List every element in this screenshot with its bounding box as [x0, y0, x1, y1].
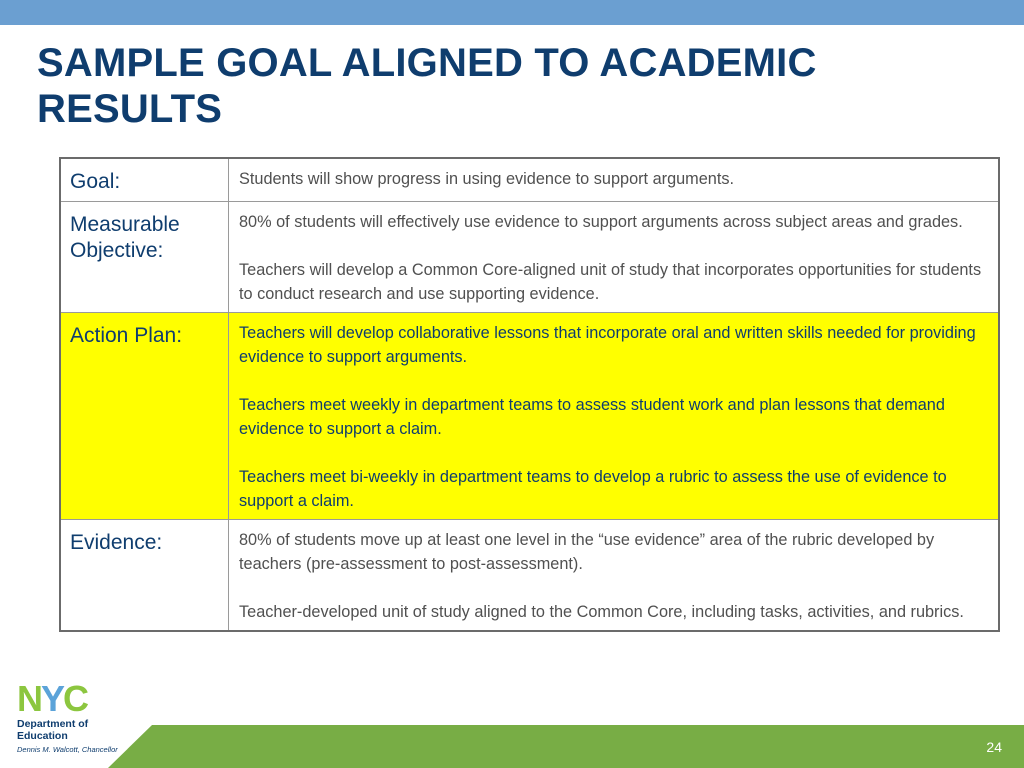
logo-chancellor: Dennis M. Walcott, Chancellor	[17, 745, 118, 754]
row-content-evidence	[229, 520, 1000, 632]
row-paragraph: Teachers meet bi-weekly in department teams to develop a rubric to assess the use of evidence to support a claim.	[239, 468, 947, 510]
row-label-text: Evidence:	[70, 531, 163, 554]
row-content-goal	[229, 158, 1000, 202]
table-row-action-plan	[60, 313, 999, 520]
row-label-text: Action Plan:	[70, 324, 183, 347]
row-label-text: Measurable Objective:	[70, 213, 180, 262]
row-paragraph: 80% of students will effectively use evidence to support arguments across subject areas and grades.	[239, 213, 963, 231]
row-content-measurable-objective	[229, 202, 1000, 313]
nyc-logo-icon	[17, 681, 117, 717]
row-paragraph: Teachers will develop a Common Core-aligned unit of study that incorporates opportunities for students to conduct research and use supporting evidence.	[239, 261, 982, 303]
logo-department-line2: Education	[17, 730, 68, 742]
slide-title: SAMPLE GOAL ALIGNED TO ACADEMIC RESULTS	[37, 41, 817, 131]
table-row-evidence	[60, 520, 999, 632]
row-paragraph: 80% of students move up at least one level in the “use evidence” area of the rubric developed by teachers (pre-assessment to post-assessment).	[239, 531, 935, 573]
logo-department-line1: Department of	[17, 718, 89, 730]
row-label-evidence	[60, 520, 229, 632]
top-accent-bar	[0, 0, 1024, 25]
logo-department	[17, 718, 117, 742]
footer-band	[108, 725, 1024, 768]
goal-table	[59, 157, 1000, 632]
row-paragraph: Teacher-developed unit of study aligned to the Common Core, including tasks, activities, and rubrics.	[239, 603, 964, 621]
svg-text:NYC: NYC	[17, 681, 88, 717]
page-number: 24	[986, 739, 1002, 755]
row-label-goal	[60, 158, 229, 202]
row-label-action-plan	[60, 313, 229, 520]
row-label-text: Goal:	[70, 170, 121, 193]
row-paragraph: Teachers meet weekly in department teams to assess student work and plan lessons that demand evidence to support a claim.	[239, 396, 945, 438]
table-row-goal	[60, 158, 999, 202]
row-content-action-plan	[229, 313, 1000, 520]
row-paragraph: Students will show progress in using evidence to support arguments.	[239, 170, 735, 188]
row-paragraph: Teachers will develop collaborative lessons that incorporate oral and written skills needed for providing evidence to support arguments.	[239, 324, 976, 366]
row-label-measurable-objective	[60, 202, 229, 313]
table-row-measurable-objective	[60, 202, 999, 313]
